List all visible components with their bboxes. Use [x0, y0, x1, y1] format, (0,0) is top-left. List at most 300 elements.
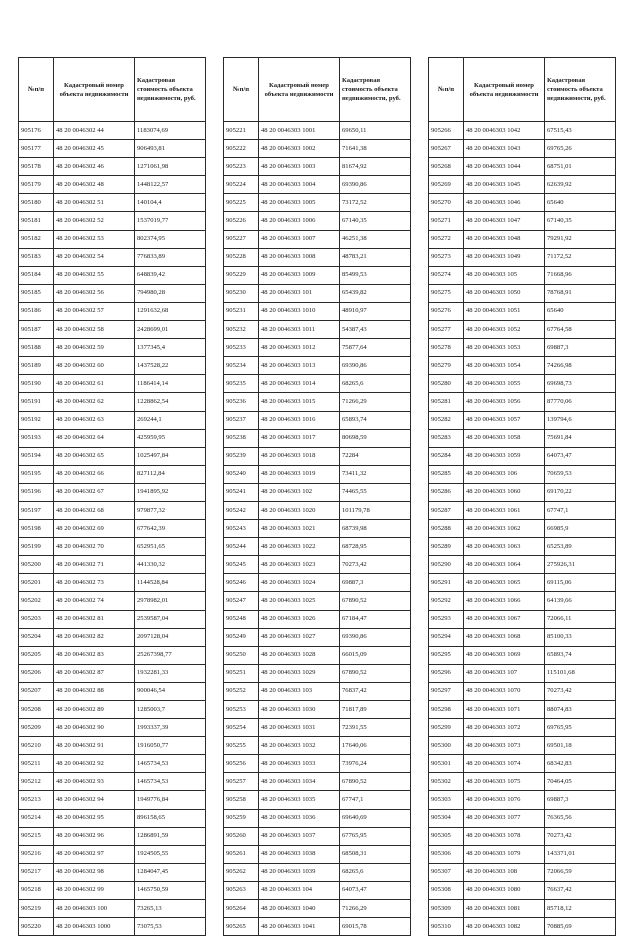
cadastral-number-cell: 48 20 0046302 66 — [54, 465, 135, 483]
cadastral-value-cell: 74465,55 — [340, 483, 411, 501]
cadastral-number-cell: 48 20 0046302 58 — [54, 321, 135, 339]
row-num-cell: 905283 — [429, 429, 464, 447]
row-num-cell: 905275 — [429, 284, 464, 302]
table-row — [224, 520, 411, 538]
table-row — [19, 809, 206, 827]
cadastral-value-cell: 979877,32 — [135, 501, 206, 519]
cadastral-value-cell: 69170,22 — [545, 483, 616, 501]
table-row — [224, 483, 411, 501]
cadastral-value-cell: 1465734,53 — [135, 755, 206, 773]
cadastral-value-cell: 648839,42 — [135, 266, 206, 284]
table-row — [19, 176, 206, 194]
table-row — [224, 664, 411, 682]
table-row — [224, 719, 411, 737]
row-num-cell: 905295 — [429, 646, 464, 664]
table-row — [224, 176, 411, 194]
cadastral-value-cell: 2539587,04 — [135, 610, 206, 628]
row-num-cell: 905281 — [429, 393, 464, 411]
cadastral-number-cell: 48 20 0046302 48 — [54, 176, 135, 194]
cadastral-number-cell: 48 20 0046303 1016 — [259, 411, 340, 429]
table-row — [224, 158, 411, 176]
cadastral-number-cell: 48 20 0046303 103 — [259, 682, 340, 700]
cadastral-value-cell: 139794,6 — [545, 411, 616, 429]
cadastral-value-cell: 67747,1 — [545, 501, 616, 519]
cadastral-value-cell: 70464,05 — [545, 773, 616, 791]
table-row — [19, 284, 206, 302]
cadastral-number-cell: 48 20 0046303 1071 — [464, 701, 545, 719]
row-num-cell: 905267 — [429, 140, 464, 158]
table-row — [429, 628, 616, 646]
cadastral-value-cell: 74266,98 — [545, 357, 616, 375]
table-row — [224, 900, 411, 918]
cadastral-number-cell: 48 20 0046303 1017 — [259, 429, 340, 447]
cadastral-number-cell: 48 20 0046303 104 — [259, 881, 340, 899]
row-num-cell: 905229 — [224, 266, 259, 284]
header-num: №п/п — [429, 58, 464, 122]
cadastral-number-cell: 48 20 0046303 1038 — [259, 845, 340, 863]
row-num-cell: 905301 — [429, 755, 464, 773]
table-row — [429, 791, 616, 809]
cadastral-number-cell: 48 20 0046303 1077 — [464, 809, 545, 827]
table-row — [429, 574, 616, 592]
cadastral-value-cell: 72391,55 — [340, 719, 411, 737]
row-num-cell: 905203 — [19, 610, 54, 628]
row-num-cell: 905280 — [429, 375, 464, 393]
cadastral-value-cell: 1437528,22 — [135, 357, 206, 375]
row-num-cell: 905223 — [224, 158, 259, 176]
cadastral-number-cell: 48 20 0046303 1053 — [464, 339, 545, 357]
table-row — [429, 411, 616, 429]
cadastral-number-cell: 48 20 0046302 64 — [54, 429, 135, 447]
cadastral-number-cell: 48 20 0046303 1039 — [259, 863, 340, 881]
table-row — [19, 447, 206, 465]
cadastral-value-cell: 48910,97 — [340, 302, 411, 320]
table-row — [19, 520, 206, 538]
cadastral-number-cell: 48 20 0046303 101 — [259, 284, 340, 302]
table-row — [19, 122, 206, 140]
table-row — [19, 230, 206, 248]
table-row — [224, 266, 411, 284]
cadastral-number-cell: 48 20 0046302 90 — [54, 719, 135, 737]
table-row — [224, 230, 411, 248]
row-num-cell: 905178 — [19, 158, 54, 176]
table-row — [224, 501, 411, 519]
cadastral-value-cell: 67515,43 — [545, 122, 616, 140]
cadastral-value-cell: 67765,95 — [340, 827, 411, 845]
table-row — [429, 538, 616, 556]
row-num-cell: 905184 — [19, 266, 54, 284]
cadastral-value-cell: 906493,81 — [135, 140, 206, 158]
row-num-cell: 905272 — [429, 230, 464, 248]
row-num-cell: 905269 — [429, 176, 464, 194]
cadastral-value-cell: 68265,6 — [340, 863, 411, 881]
table-row — [19, 574, 206, 592]
cadastral-number-cell: 48 20 0046302 57 — [54, 302, 135, 320]
table-row — [429, 393, 616, 411]
row-num-cell: 905180 — [19, 194, 54, 212]
cadastral-value-cell: 71266,29 — [340, 393, 411, 411]
table-row — [429, 737, 616, 755]
cadastral-number-cell: 48 20 0046303 1014 — [259, 375, 340, 393]
table-row — [429, 918, 616, 936]
cadastral-number-cell: 48 20 0046302 88 — [54, 682, 135, 700]
cadastral-number-cell: 48 20 0046302 69 — [54, 520, 135, 538]
table-row — [429, 284, 616, 302]
table-row — [19, 827, 206, 845]
cadastral-value-cell: 69390,86 — [340, 628, 411, 646]
cadastral-number-cell: 48 20 0046302 87 — [54, 664, 135, 682]
cadastral-value-cell: 68751,01 — [545, 158, 616, 176]
table-row — [224, 881, 411, 899]
row-num-cell: 905261 — [224, 845, 259, 863]
cadastral-number-cell: 48 20 0046303 1008 — [259, 248, 340, 266]
cadastral-number-cell: 48 20 0046302 67 — [54, 483, 135, 501]
row-num-cell: 905273 — [429, 248, 464, 266]
cadastral-number-cell: 48 20 0046302 94 — [54, 791, 135, 809]
table-row — [429, 212, 616, 230]
row-num-cell: 905213 — [19, 791, 54, 809]
row-num-cell: 905220 — [19, 918, 54, 936]
cadastral-value-cell: 2428699,01 — [135, 321, 206, 339]
cadastral-number-cell: 48 20 0046303 1033 — [259, 755, 340, 773]
row-num-cell: 905202 — [19, 592, 54, 610]
row-num-cell: 905182 — [19, 230, 54, 248]
cadastral-value-cell: 69887,3 — [545, 339, 616, 357]
cadastral-value-cell: 46251,38 — [340, 230, 411, 248]
table-row — [224, 574, 411, 592]
cadastral-value-cell: 140104,4 — [135, 194, 206, 212]
table-row — [19, 266, 206, 284]
row-num-cell: 905208 — [19, 701, 54, 719]
cadastral-value-cell: 62639,92 — [545, 176, 616, 194]
cadastral-value-cell: 1924505,55 — [135, 845, 206, 863]
cadastral-value-cell: 827112,84 — [135, 465, 206, 483]
table-header — [429, 58, 616, 122]
table-row — [429, 501, 616, 519]
cadastral-value-cell: 76365,56 — [545, 809, 616, 827]
cadastral-number-cell: 48 20 0046303 1022 — [259, 538, 340, 556]
cadastral-number-cell: 48 20 0046302 98 — [54, 863, 135, 881]
cadastral-number-cell: 48 20 0046303 1055 — [464, 375, 545, 393]
row-num-cell: 905231 — [224, 302, 259, 320]
table-row — [224, 447, 411, 465]
cadastral-value-cell: 48783,21 — [340, 248, 411, 266]
table-row — [19, 465, 206, 483]
cadastral-number-cell: 48 20 0046302 73 — [54, 574, 135, 592]
table-row — [429, 194, 616, 212]
cadastral-value-cell: 64139,66 — [545, 592, 616, 610]
cadastral-number-cell: 48 20 0046302 83 — [54, 646, 135, 664]
table-row — [224, 610, 411, 628]
cadastral-number-cell: 48 20 0046303 1031 — [259, 719, 340, 737]
row-num-cell: 905211 — [19, 755, 54, 773]
table-row — [19, 302, 206, 320]
row-num-cell: 905255 — [224, 737, 259, 755]
table-row — [429, 863, 616, 881]
cadastral-value-cell: 275926,31 — [545, 556, 616, 574]
cadastral-number-cell: 48 20 0046302 93 — [54, 773, 135, 791]
header-cadastral-value: Кадастровая стоимость объекта недвижимости, руб. — [135, 58, 206, 122]
cadastral-value-cell: 71668,96 — [545, 266, 616, 284]
row-num-cell: 905215 — [19, 827, 54, 845]
row-num-cell: 905185 — [19, 284, 54, 302]
table-row — [19, 158, 206, 176]
row-num-cell: 905271 — [429, 212, 464, 230]
cadastral-number-cell: 48 20 0046302 55 — [54, 266, 135, 284]
row-num-cell: 905176 — [19, 122, 54, 140]
row-num-cell: 905288 — [429, 520, 464, 538]
cadastral-number-cell: 48 20 0046303 1021 — [259, 520, 340, 538]
cadastral-number-cell: 48 20 0046302 44 — [54, 122, 135, 140]
table-row — [429, 827, 616, 845]
row-num-cell: 905195 — [19, 465, 54, 483]
cadastral-value-cell: 69887,3 — [340, 574, 411, 592]
row-num-cell: 905249 — [224, 628, 259, 646]
cadastral-value-cell: 1465734,53 — [135, 773, 206, 791]
row-num-cell: 905270 — [429, 194, 464, 212]
cadastral-number-cell: 48 20 0046302 96 — [54, 827, 135, 845]
cadastral-number-cell: 48 20 0046303 1066 — [464, 592, 545, 610]
table-row — [19, 610, 206, 628]
cadastral-value-cell: 69765,26 — [545, 140, 616, 158]
cadastral-number-cell: 48 20 0046302 63 — [54, 411, 135, 429]
cadastral-number-cell: 48 20 0046302 51 — [54, 194, 135, 212]
cadastral-value-cell: 72066,59 — [545, 863, 616, 881]
cadastral-number-cell: 48 20 0046303 1001 — [259, 122, 340, 140]
cadastral-number-cell: 48 20 0046303 1052 — [464, 321, 545, 339]
table-row — [429, 520, 616, 538]
table-row — [224, 339, 411, 357]
cadastral-number-cell: 48 20 0046303 1070 — [464, 682, 545, 700]
cadastral-number-cell: 48 20 0046303 1076 — [464, 791, 545, 809]
cadastral-value-cell: 75877,64 — [340, 339, 411, 357]
table-row — [429, 755, 616, 773]
cadastral-number-cell: 48 20 0046303 1046 — [464, 194, 545, 212]
table-row — [19, 411, 206, 429]
cadastral-number-cell: 48 20 0046303 1073 — [464, 737, 545, 755]
cadastral-number-cell: 48 20 0046303 1036 — [259, 809, 340, 827]
table-row — [224, 755, 411, 773]
cadastral-number-cell: 48 20 0046303 1082 — [464, 918, 545, 936]
table-row — [429, 266, 616, 284]
row-num-cell: 905221 — [224, 122, 259, 140]
row-num-cell: 905233 — [224, 339, 259, 357]
cadastral-number-cell: 48 20 0046303 1030 — [259, 701, 340, 719]
table-row — [224, 918, 411, 936]
cadastral-number-cell: 48 20 0046303 1061 — [464, 501, 545, 519]
row-num-cell: 905201 — [19, 574, 54, 592]
table-row — [224, 773, 411, 791]
row-num-cell: 905177 — [19, 140, 54, 158]
cadastral-value-cell: 802374,95 — [135, 230, 206, 248]
table-row — [224, 592, 411, 610]
cadastral-number-cell: 48 20 0046303 1010 — [259, 302, 340, 320]
cadastral-value-cell: 1286891,59 — [135, 827, 206, 845]
cadastral-value-cell: 68342,83 — [545, 755, 616, 773]
header-cadastral-number: Кадастровый номер объекта недвижимости — [54, 58, 135, 122]
cadastral-value-cell: 69650,11 — [340, 122, 411, 140]
row-num-cell: 905214 — [19, 809, 54, 827]
table-row — [224, 140, 411, 158]
table-row — [19, 682, 206, 700]
cadastral-number-cell: 48 20 0046302 53 — [54, 230, 135, 248]
table-body — [429, 122, 616, 936]
cadastral-number-cell: 48 20 0046303 1049 — [464, 248, 545, 266]
table-row — [19, 900, 206, 918]
cadastral-number-cell: 48 20 0046302 60 — [54, 357, 135, 375]
cadastral-number-cell: 48 20 0046303 1059 — [464, 447, 545, 465]
table-row — [429, 248, 616, 266]
cadastral-number-cell: 48 20 0046303 1041 — [259, 918, 340, 936]
cadastral-value-cell: 67140,35 — [340, 212, 411, 230]
row-num-cell: 905217 — [19, 863, 54, 881]
cadastral-value-cell: 67890,52 — [340, 664, 411, 682]
cadastral-value-cell: 67184,47 — [340, 610, 411, 628]
row-num-cell: 905264 — [224, 900, 259, 918]
table-row — [19, 556, 206, 574]
cadastral-value-cell: 70273,42 — [545, 682, 616, 700]
cadastral-value-cell: 2097128,04 — [135, 628, 206, 646]
cadastral-value-cell: 1377345,4 — [135, 339, 206, 357]
cadastral-value-cell: 1949776,84 — [135, 791, 206, 809]
row-num-cell: 905238 — [224, 429, 259, 447]
cadastral-number-cell: 48 20 0046303 1063 — [464, 538, 545, 556]
row-num-cell: 905188 — [19, 339, 54, 357]
row-num-cell: 905205 — [19, 646, 54, 664]
cadastral-value-cell: 1183074,69 — [135, 122, 206, 140]
row-num-cell: 905257 — [224, 773, 259, 791]
row-num-cell: 905239 — [224, 447, 259, 465]
cadastral-value-cell: 1271061,98 — [135, 158, 206, 176]
cadastral-number-cell: 48 20 0046302 91 — [54, 737, 135, 755]
cadastral-value-cell: 69015,78 — [340, 918, 411, 936]
row-num-cell: 905197 — [19, 501, 54, 519]
cadastral-number-cell: 48 20 0046303 108 — [464, 863, 545, 881]
table-row — [429, 845, 616, 863]
cadastral-value-cell: 1025497,84 — [135, 447, 206, 465]
table-row — [19, 375, 206, 393]
cadastral-value-cell: 70659,53 — [545, 465, 616, 483]
row-num-cell: 905278 — [429, 339, 464, 357]
row-num-cell: 905286 — [429, 483, 464, 501]
row-num-cell: 905237 — [224, 411, 259, 429]
row-num-cell: 905222 — [224, 140, 259, 158]
cadastral-value-cell: 1284047,45 — [135, 863, 206, 881]
cadastral-value-cell: 65893,74 — [340, 411, 411, 429]
cadastral-number-cell: 48 20 0046302 56 — [54, 284, 135, 302]
cadastral-number-cell: 48 20 0046303 1062 — [464, 520, 545, 538]
cadastral-number-cell: 48 20 0046302 65 — [54, 447, 135, 465]
cadastral-number-cell: 48 20 0046303 1044 — [464, 158, 545, 176]
row-num-cell: 905193 — [19, 429, 54, 447]
cadastral-number-cell: 48 20 0046302 74 — [54, 592, 135, 610]
row-num-cell: 905274 — [429, 266, 464, 284]
row-num-cell: 905310 — [429, 918, 464, 936]
table-row — [19, 701, 206, 719]
cadastral-value-cell: 425959,95 — [135, 429, 206, 447]
table-row — [429, 682, 616, 700]
row-num-cell: 905287 — [429, 501, 464, 519]
row-num-cell: 905181 — [19, 212, 54, 230]
row-num-cell: 905196 — [19, 483, 54, 501]
row-num-cell: 905210 — [19, 737, 54, 755]
cadastral-number-cell: 48 20 0046302 89 — [54, 701, 135, 719]
header-num: №п/п — [224, 58, 259, 122]
row-num-cell: 905292 — [429, 592, 464, 610]
row-num-cell: 905309 — [429, 900, 464, 918]
cadastral-value-cell: 67890,52 — [340, 773, 411, 791]
cadastral-value-cell: 2978982,01 — [135, 592, 206, 610]
cadastral-value-cell: 73411,32 — [340, 465, 411, 483]
row-num-cell: 905262 — [224, 863, 259, 881]
cadastral-value-cell: 88074,83 — [545, 701, 616, 719]
cadastral-value-cell: 67747,1 — [340, 791, 411, 809]
row-num-cell: 905279 — [429, 357, 464, 375]
row-num-cell: 905276 — [429, 302, 464, 320]
cadastral-number-cell: 48 20 0046302 92 — [54, 755, 135, 773]
table-row — [19, 646, 206, 664]
cadastral-value-cell: 64073,47 — [340, 881, 411, 899]
row-num-cell: 905259 — [224, 809, 259, 827]
row-num-cell: 905265 — [224, 918, 259, 936]
table-body — [19, 122, 206, 936]
cadastral-value-cell: 17640,06 — [340, 737, 411, 755]
cadastral-value-cell: 66985,9 — [545, 520, 616, 538]
table-row — [429, 465, 616, 483]
table-row — [224, 465, 411, 483]
row-num-cell: 905252 — [224, 682, 259, 700]
table-row — [19, 664, 206, 682]
cadastral-number-cell: 48 20 0046303 1012 — [259, 339, 340, 357]
table-row — [19, 592, 206, 610]
table-row — [429, 664, 616, 682]
table-row — [429, 701, 616, 719]
cadastral-number-cell: 48 20 0046303 1079 — [464, 845, 545, 863]
cadastral-value-cell: 85718,12 — [545, 900, 616, 918]
table-row — [224, 393, 411, 411]
table-row — [224, 429, 411, 447]
cadastral-number-cell: 48 20 0046302 99 — [54, 881, 135, 899]
table-row — [19, 194, 206, 212]
cadastral-value-cell: 66015,09 — [340, 646, 411, 664]
cadastral-number-cell: 48 20 0046303 1004 — [259, 176, 340, 194]
table-row — [429, 773, 616, 791]
cadastral-number-cell: 48 20 0046303 106 — [464, 465, 545, 483]
cadastral-number-cell: 48 20 0046303 1028 — [259, 646, 340, 664]
row-num-cell: 905212 — [19, 773, 54, 791]
cadastral-value-cell: 143371,01 — [545, 845, 616, 863]
table-row — [429, 881, 616, 899]
row-num-cell: 905246 — [224, 574, 259, 592]
cadastral-number-cell: 48 20 0046303 1024 — [259, 574, 340, 592]
table-row — [224, 701, 411, 719]
cadastral-value-cell: 68508,31 — [340, 845, 411, 863]
row-num-cell: 905296 — [429, 664, 464, 682]
cadastral-value-cell: 1291632,68 — [135, 302, 206, 320]
row-num-cell: 905241 — [224, 483, 259, 501]
cadastral-value-cell: 1916050,77 — [135, 737, 206, 755]
cadastral-number-cell: 48 20 0046303 1029 — [259, 664, 340, 682]
table-row — [19, 918, 206, 936]
table-row — [224, 284, 411, 302]
cadastral-table-1 — [18, 57, 206, 936]
table-row — [429, 809, 616, 827]
table-row — [19, 845, 206, 863]
cadastral-value-cell: 1186414,14 — [135, 375, 206, 393]
row-num-cell: 905248 — [224, 610, 259, 628]
row-num-cell: 905298 — [429, 701, 464, 719]
table-row — [19, 357, 206, 375]
